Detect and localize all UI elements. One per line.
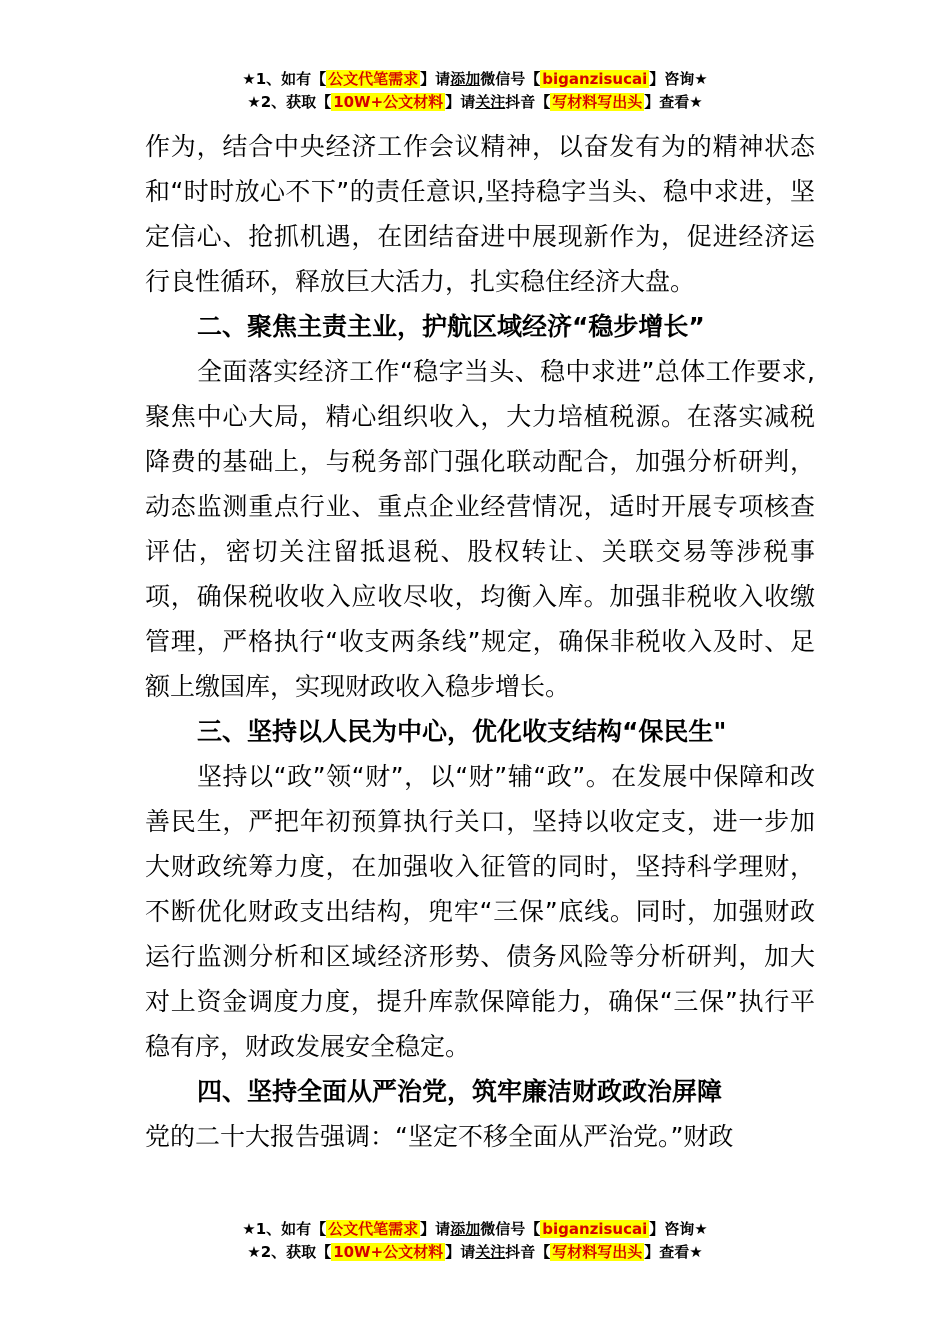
highlight-text: 写材料写出头 — [552, 1243, 643, 1261]
highlight-text: 10W+公文材料 — [333, 93, 444, 111]
banner-line-2 — [0, 1241, 950, 1264]
banner-text: 抖音【 — [505, 1243, 551, 1261]
banner-text: ★2、获取【 — [247, 93, 332, 111]
banner-text: 】查看★ — [644, 93, 703, 111]
section-heading-4: 四、坚持全面从严治党，筑牢廉洁财政政治屏障 — [197, 1077, 723, 1106]
banner-text: 微信号【 — [480, 70, 541, 88]
banner-line-1 — [0, 68, 950, 91]
footer-banner — [0, 1218, 950, 1264]
banner-text: 抖音【 — [505, 93, 551, 111]
highlight-text: 公文代笔需求 — [328, 70, 419, 88]
underlined-text: 添加 — [450, 70, 481, 88]
banner-text: 】咨询★ — [649, 70, 708, 88]
section-heading-3: 三、坚持以人民为中心，优化收支结构“保民生" — [197, 717, 727, 746]
banner-text: ★1、如有【 — [242, 1220, 327, 1238]
highlight-text: biganzisucai — [542, 70, 648, 88]
document-body — [145, 124, 815, 1159]
banner-text: ★2、获取【 — [247, 1243, 332, 1261]
paragraph-2: 全面落实经济工作“稳字当头、稳中求进”总体工作要求,聚焦中心大局，精心组织收入，大力培植税源。在落实减税降费的基础上，与税务部门强化联动配合，加强分析研判，动态监测重点行业、重点企业经营情况，适时开展专项核查评估，密切关注留抵退税、股权转让、关联交易等涉税事项，确保税收收入应收尽收，均衡入库。加强非税收入收缴管理，严格执行“收支两条线”规定，确保非税收入及时、足额上缴国库，实现财政收入稳步增长。 — [145, 357, 815, 701]
underlined-text: 添加 — [450, 1220, 481, 1238]
banner-text: ★1、如有【 — [242, 70, 327, 88]
banner-text: 】查看★ — [644, 1243, 703, 1261]
banner-text: 】请 — [420, 1220, 451, 1238]
banner-text: 】咨询★ — [649, 1220, 708, 1238]
banner-text: 】请 — [445, 93, 476, 111]
paragraph-4: 党的二十大报告强调：“坚定不移全面从严治党。”财政 — [145, 1122, 734, 1151]
underlined-text: 关注 — [475, 93, 506, 111]
banner-text: 微信号【 — [480, 1220, 541, 1238]
banner-text: 】请 — [420, 70, 451, 88]
highlight-text: biganzisucai — [542, 1220, 648, 1238]
section-heading-2: 二、聚焦主责主业，护航区域经济“稳步增长” — [197, 312, 705, 341]
paragraph-3: 坚持以“政”领“财”，以“财”辅“政”。在发展中保障和改善民生，严把年初预算执行关口，坚持以收定支，进一步加大财政统筹力度，在加强收入征管的同时，坚持科学理财，不断优化财政支出结构，兜牢“三保”底线。同时，加强财政运行监测分析和区域经济形势、债务风险等分析研判，加大对上资金调度力度，提升库款保障能力，确保“三保”执行平稳有序，财政发展安全稳定。 — [145, 762, 815, 1061]
highlight-text: 公文代笔需求 — [328, 1220, 419, 1238]
highlight-text: 10W+公文材料 — [333, 1243, 444, 1261]
banner-text: 】请 — [445, 1243, 476, 1261]
underlined-text: 关注 — [475, 1243, 506, 1261]
highlight-text: 写材料写出头 — [552, 93, 643, 111]
banner-line-1 — [0, 1218, 950, 1241]
header-banner — [0, 68, 950, 114]
banner-line-2 — [0, 91, 950, 114]
paragraph-continued: 作为，结合中央经济工作会议精神，以奋发有为的精神状态和“时时放心不下”的责任意识,坚持稳字当头、稳中求进，坚定信心、抢抓机遇，在团结奋进中展现新作为，促进经济运行良性循环，释放巨大活力，扎实稳住经济大盘。 — [145, 132, 815, 296]
